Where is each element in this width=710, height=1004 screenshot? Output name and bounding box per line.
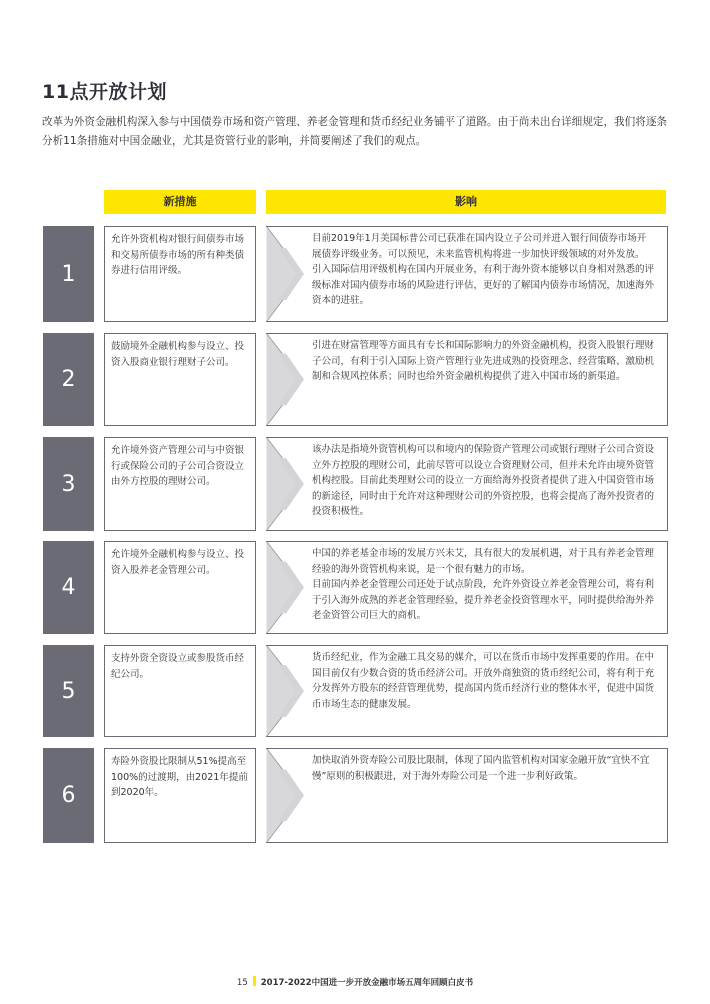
impact-paragraph: 货币经纪业，作为金融工具交易的媒介，可以在货币市场中发挥重要的作用。在中国目前仅有少数合资的货币经济公司。开放外商独资的货币经纪公司，将有利于充分发挥外方股东的经营管理优势，提高国内货币经济行业的整体水平，促进中国货币市场生态的健康发展。 [312,652,655,710]
page-footer [0,976,710,988]
header-new-measures: 新措施 [104,190,256,214]
impact-text [312,650,654,712]
footer-doc-title: 2017-2022中国进一步开放金融市场五周年回顾白皮书 [260,978,474,988]
footer-divider [253,976,256,986]
measure-cell: 允许境外资产管理公司与中资银行或保险公司的子公司合资设立由外方控股的理财公司。 [104,437,256,531]
table-row-2 [43,333,670,426]
impact-text [312,442,654,520]
impact-paragraph: 加快取消外资寿险公司股比限制，体现了国内监管机构对国家金融开放“宜快不宜慢”原则的积极跟进，对于海外寿险公司是一个进一步利好政策。 [312,755,650,782]
table-row-4 [43,541,670,634]
impact-text [312,546,654,624]
impact-paragraph: 中国的养老基金市场的发展方兴未艾，具有很大的发展机遇，对于具有养老金管理经验的海外资管机构来说，是一个很有魅力的市场。 [312,548,655,575]
measure-cell: 允许境外金融机构参与设立、投资入股养老金管理公司。 [104,541,256,634]
impact-paragraph: 引入国际信用评级机构在国内开展业务，有利于海外资本能够以自身相对熟悉的评级标准对国内债券市场的风险进行评估，更好的了解国内债券市场情况，加速海外资本的进驻。 [312,264,655,306]
impact-cell [266,645,668,737]
measure-cell: 允许外资机构对银行间债券市场和交易所债券市场的所有种类债券进行信用评级。 [104,226,256,322]
page-title: 11点开放计划 [42,81,167,103]
impact-text [312,338,654,385]
row-number: 1 [43,226,94,322]
impact-cell [266,226,668,322]
impact-cell [266,541,668,634]
impact-cell [266,437,668,531]
impact-paragraph: 该办法是指境外资管机构可以和境内的保险资产管理公司或银行理财子公司合资设立外方控股的理财公司，此前尽管可以设立合资理财公司，但并未允许由境外资管机构控股。目前此类理财公司的设立一方面给海外投资者提供了进入中国资管市场的新途径，同时由于允许对这种理财公司的外资控股，也将会提高了海外投资者的投资积极性。 [312,444,655,517]
impact-paragraph: 目前国内养老金管理公司还处于试点阶段，允许外资设立养老金管理公司，将有利于引入海外成熟的养老金管理经验，提升养老金投资管理水平，同时提供给海外养老金资管公司巨大的商机。 [312,579,655,621]
impact-text [312,753,654,784]
impact-text [312,231,654,309]
measure-cell: 寿险外资股比限制从51%提高至100%的过渡期，由2021年提前到2020年。 [104,748,256,843]
row-number: 3 [43,437,94,531]
impact-paragraph: 目前2019年1月美国标普公司已获准在国内设立子公司并进入银行间债券市场开展债券评级业务。可以预见，未来监管机构将进一步加快评级领域的对外发放。 [312,233,647,260]
impact-cell [266,748,668,843]
table-row-3 [43,437,670,531]
row-number: 6 [43,748,94,843]
row-number: 4 [43,541,94,634]
row-number: 2 [43,333,94,426]
table-row-1 [43,226,670,322]
measure-cell: 鼓励境外金融机构参与设立、投资入股商业银行理财子公司。 [104,333,256,426]
page-number: 15 [236,978,248,988]
measure-cell: 支持外资全资设立或参股货币经纪公司。 [104,645,256,737]
impact-cell [266,333,668,426]
table-row-6 [43,748,670,843]
impact-paragraph: 引进在财富管理等方面具有专长和国际影响力的外资金融机构，投资入股银行理财子公司，有利于引入国际上资产管理行业先进成熟的投资理念、经营策略、激励机制和合规风控体系；同时也给外资金融机构提供了进入中国市场的新渠道。 [312,340,655,382]
intro-paragraph: 改革为外资金融机构深入参与中国债券市场和资产管理、养老金管理和货币经纪业务铺平了道路。由于尚未出台详细规定，我们将逐条分析11条措施对中国金融业，尤其是资管行业的影响，并简要阐述了我们的观点。 [42,116,668,147]
header-impact: 影响 [266,190,666,214]
row-number: 5 [43,645,94,737]
table-row-5 [43,645,670,737]
